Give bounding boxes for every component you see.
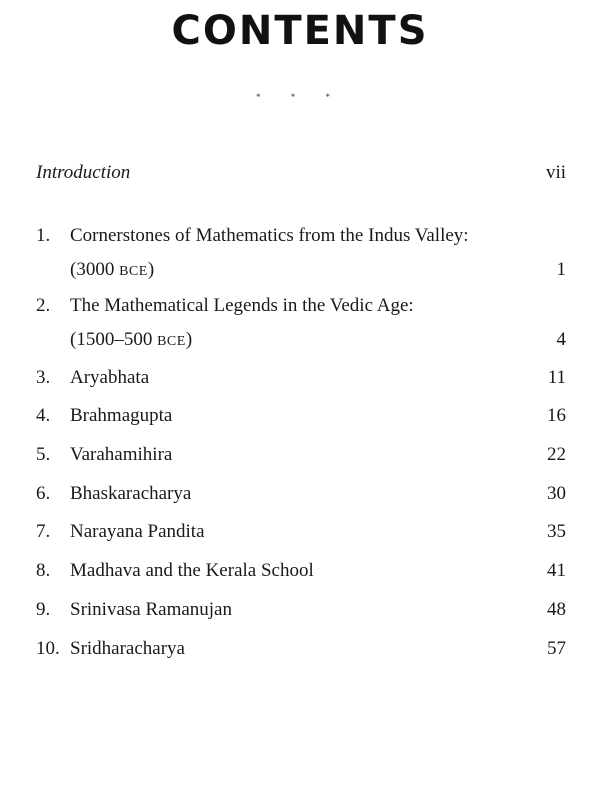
toc-entry-page: 16 xyxy=(547,405,566,426)
toc-entry-title-line1: Cornerstones of Mathematics from the Indus Valley: xyxy=(70,225,469,246)
toc-entry-number: 10. xyxy=(36,638,60,659)
toc-entry-page: 41 xyxy=(547,560,566,581)
toc-entry-page: 11 xyxy=(547,367,566,388)
toc-entry-title xyxy=(70,219,469,289)
title-ornament: * * * xyxy=(256,92,344,102)
toc-entry-title: Varahamihira xyxy=(70,444,173,465)
toc-entry-number: 1. xyxy=(36,225,51,246)
toc-entry-number: 9. xyxy=(36,599,51,620)
toc-entry-page: 48 xyxy=(547,599,566,620)
toc-entry-title-line1: The Mathematical Legends in the Vedic Age: xyxy=(70,295,414,316)
toc-entry-page: vii xyxy=(545,162,566,183)
page-title: CONTENTS xyxy=(171,8,429,54)
toc-entry-number: 8. xyxy=(36,560,51,581)
toc-entry-title-line2: (3000 BCE) xyxy=(70,259,155,280)
toc-entry-title xyxy=(70,289,414,359)
toc-entry-title: Srinivasa Ramanujan xyxy=(70,599,232,620)
toc-entry-title: Introduction xyxy=(36,162,131,183)
toc-entry-number: 7. xyxy=(36,521,51,542)
toc-entry-title: Sridharacharya xyxy=(70,638,185,659)
toc-entry-number: 6. xyxy=(36,483,51,504)
toc-entry-title: Narayana Pandita xyxy=(70,521,205,542)
toc-entry-page: 4 xyxy=(556,329,566,350)
toc-entry-title: Madhava and the Kerala School xyxy=(70,560,314,581)
toc-entry-number: 3. xyxy=(36,367,51,388)
toc-entry-page: 57 xyxy=(547,638,566,659)
toc-entry-page: 30 xyxy=(547,483,566,504)
toc-entry-title-line2: (1500–500 BCE) xyxy=(70,329,193,350)
toc-entry-number: 2. xyxy=(36,295,51,316)
toc-entry-page: 1 xyxy=(556,259,566,280)
toc-entry-title: Aryabhata xyxy=(70,367,150,388)
toc-entry-number: 4. xyxy=(36,405,51,426)
toc-entry-number: 5. xyxy=(36,444,51,465)
toc-entry-page: 22 xyxy=(547,444,566,465)
toc-entry-title: Bhaskaracharya xyxy=(70,483,192,504)
toc-entry-page: 35 xyxy=(547,521,566,542)
toc-entry-title: Brahmagupta xyxy=(70,405,173,426)
